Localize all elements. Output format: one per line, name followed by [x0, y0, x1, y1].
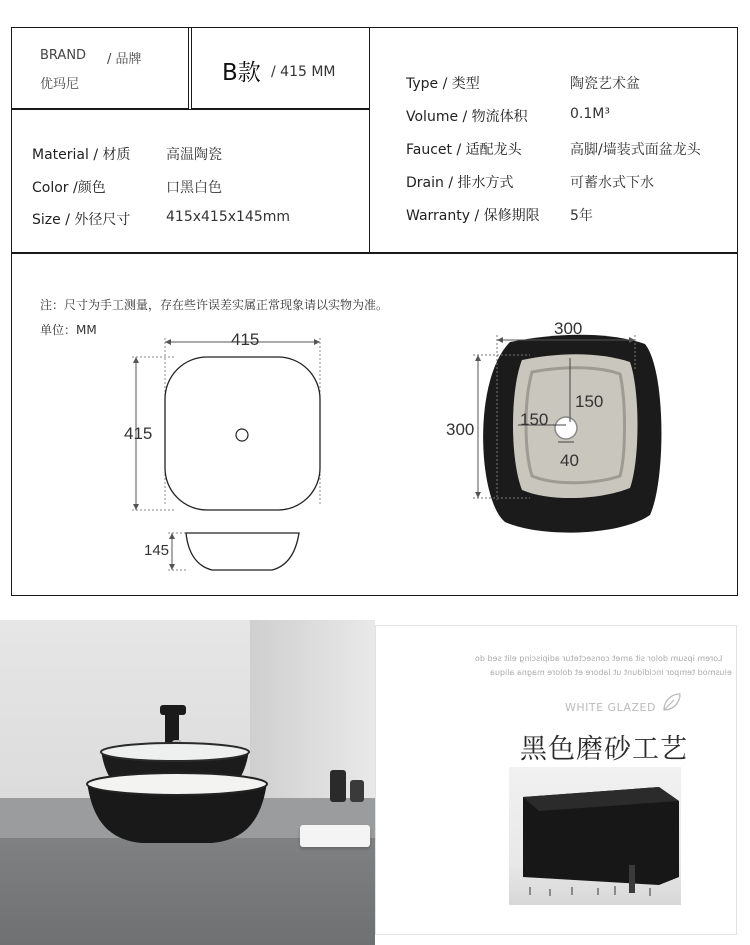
color-label: Color /颜色 — [32, 180, 106, 196]
bottom-width-label: 300 — [554, 319, 583, 338]
unit-label: 单位：MM — [40, 323, 97, 337]
inner-dim-label-a: 150 — [575, 392, 604, 411]
warranty-label: Warranty / 保修期限 — [406, 208, 540, 224]
faucet-value: 高脚/墙装式面盆龙头 — [570, 142, 701, 158]
color-value: 口黑白色 — [166, 180, 222, 196]
inner-dim-label-b: 150 — [520, 410, 549, 429]
faucet-label: Faucet / 适配龙头 — [406, 142, 522, 158]
brand-label: BRAND — [40, 48, 87, 63]
type-value: 陶瓷艺术盆 — [570, 76, 640, 92]
material-label: Material / 材质 — [32, 147, 131, 163]
promo-subtitle: WHITE GLAZED — [565, 701, 656, 714]
model-title: B款 — [222, 60, 261, 86]
towel — [300, 825, 370, 847]
size-value: 415x415x145mm — [166, 209, 291, 225]
warranty-value: 5年 — [570, 208, 593, 224]
volume-value: 0.1M³ — [570, 106, 610, 122]
bottom-depth-label: 300 — [446, 420, 475, 439]
promo-title: 黑色磨砂工艺 — [520, 734, 688, 765]
drain-dim-label: 40 — [560, 451, 579, 470]
drain-value: 可蓄水式下水 — [570, 175, 654, 191]
brand-name: 优玛尼 — [40, 77, 80, 92]
front-basin — [82, 770, 272, 845]
size-label: Size / 外径尺寸 — [32, 212, 131, 228]
top-depth-label: 415 — [124, 424, 153, 443]
material-value: 高温陶瓷 — [166, 147, 222, 163]
divider-horizontal — [11, 109, 370, 110]
mirror-text-2: eiusmod tempor incididunt ut labore et dolore magna aliqua — [490, 668, 732, 677]
type-label: Type / 类型 — [406, 76, 480, 92]
bottle-2 — [350, 780, 364, 802]
top-width-label: 415 — [231, 330, 260, 349]
black-building-image — [509, 767, 681, 905]
drain-label: Drain / 排水方式 — [406, 175, 514, 191]
model-size: / 415 MM — [271, 64, 336, 80]
brand-cn-label: / 品牌 — [107, 52, 142, 67]
measurement-note: 注：尺寸为手工测量，存在些许误差实属正常现象请以实物为准。 — [40, 298, 389, 312]
bottle — [330, 770, 346, 802]
bottom-view-diagram — [470, 330, 670, 540]
product-scene-photo — [0, 620, 375, 945]
leaf-icon — [660, 690, 684, 714]
height-label: 145 — [144, 542, 170, 559]
divider-vertical — [369, 27, 370, 253]
mirror-text-1: Lorem ipsum dolor sit amet consectetur adipiscing elit sed do — [475, 654, 723, 663]
volume-label: Volume / 物流体积 — [406, 109, 528, 125]
